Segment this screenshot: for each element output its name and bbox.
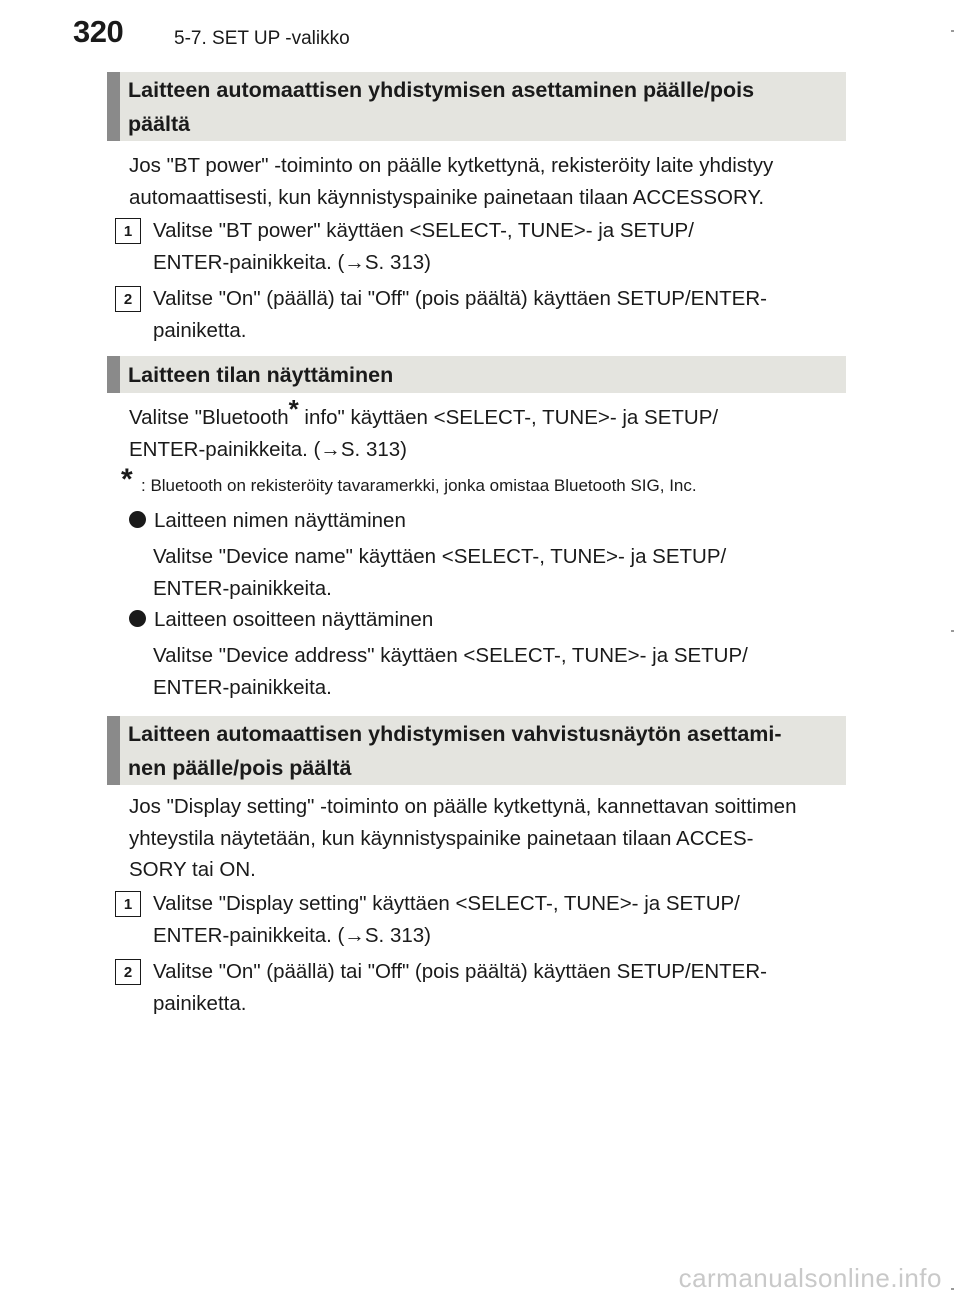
text-line: yhteystila näytetään, kun käynnistyspainike painetaan tilaan ACCES- bbox=[129, 826, 754, 850]
text-line: ENTER-painikkeita. bbox=[153, 576, 332, 600]
page-number: 320 bbox=[73, 14, 124, 49]
bullet-heading bbox=[129, 604, 433, 635]
text-line: ENTER-painikkeita. bbox=[153, 675, 332, 699]
step-text bbox=[153, 215, 839, 278]
crop-mark bbox=[951, 30, 954, 32]
footnote-marker: * bbox=[121, 463, 133, 496]
section-heading-line: päältä bbox=[128, 111, 191, 136]
step-number-badge: 2 bbox=[115, 286, 141, 312]
text-line: Valitse "On" (päällä) tai "Off" (pois päältä) käyttäen SETUP/ENTER- bbox=[153, 287, 767, 310]
crop-mark bbox=[951, 630, 954, 632]
text-line: ENTER-painikkeita. (→S. 313) bbox=[129, 437, 407, 461]
text-line: painiketta. bbox=[153, 318, 247, 342]
text-line: painiketta. bbox=[153, 991, 247, 1015]
text-line: Jos "Display setting" -toiminto on päälle kytkettynä, kannettavan soittimen bbox=[129, 795, 797, 818]
section-heading-auto-connect bbox=[107, 72, 846, 141]
bullet-icon bbox=[129, 511, 146, 528]
bullet-body bbox=[153, 640, 839, 703]
text-line: Valitse "Device address" käyttäen <SELECT-, TUNE>- ja SETUP/ bbox=[153, 644, 748, 667]
step-text bbox=[153, 888, 839, 951]
bullet-heading bbox=[129, 505, 406, 536]
section-intro bbox=[129, 791, 839, 886]
bullet-icon bbox=[129, 610, 146, 627]
text-fragment: Valitse "Bluetooth bbox=[129, 406, 289, 429]
text-line bbox=[129, 394, 839, 434]
section-heading-line: Laitteen automaattisen yhdistymisen vahvistusnäytön asettami- bbox=[128, 721, 782, 746]
step-number-badge: 1 bbox=[115, 218, 141, 244]
text-line: Valitse "Display setting" käyttäen <SELECT-, TUNE>- ja SETUP/ bbox=[153, 892, 740, 915]
step-number-badge: 1 bbox=[115, 891, 141, 917]
section-heading-confirmation-screen bbox=[107, 716, 846, 785]
section-heading-line: Laitteen tilan näyttäminen bbox=[128, 362, 394, 387]
text-line: SORY tai ON. bbox=[129, 858, 256, 881]
text-line: automaattisesti, kun käynnistyspainike painetaan tilaan ACCESSORY. bbox=[129, 185, 765, 209]
section-intro bbox=[129, 150, 839, 213]
section-intro bbox=[129, 394, 839, 465]
crop-mark bbox=[951, 1288, 954, 1290]
text-line: Jos "BT power" -toiminto on päälle kytkettynä, rekisteröity laite yhdistyy bbox=[129, 154, 774, 177]
text-line: Valitse "On" (päällä) tai "Off" (pois päältä) käyttäen SETUP/ENTER- bbox=[153, 960, 767, 983]
footnote-text: : Bluetooth on rekisteröity tavaramerkki, jonka omistaa Bluetooth SIG, Inc. bbox=[141, 476, 697, 495]
chapter-title: 5-7. SET UP -valikko bbox=[174, 28, 350, 49]
section-heading-line: nen päälle/pois päältä bbox=[128, 755, 352, 780]
step-text bbox=[153, 956, 839, 1019]
bullet-label: Laitteen nimen näyttäminen bbox=[154, 509, 406, 532]
text-line: Valitse "Device name" käyttäen <SELECT-, TUNE>- ja SETUP/ bbox=[153, 545, 727, 568]
bullet-body bbox=[153, 541, 839, 604]
footnote-reference: * bbox=[288, 394, 299, 424]
section-heading-line: Laitteen automaattisen yhdistymisen asettaminen päälle/pois bbox=[128, 77, 755, 102]
bullet-label: Laitteen osoitteen näyttäminen bbox=[154, 608, 434, 631]
step-number-badge: 2 bbox=[115, 959, 141, 985]
text-line: ENTER-painikkeita. (→S. 313) bbox=[153, 250, 431, 274]
text-fragment: info" käyttäen <SELECT-, TUNE>- ja SETUP/ bbox=[298, 406, 719, 429]
text-line: ENTER-painikkeita. (→S. 313) bbox=[153, 923, 431, 947]
section-heading-device-status bbox=[107, 356, 846, 393]
step-text bbox=[153, 283, 839, 346]
text-line: Valitse "BT power" käyttäen <SELECT-, TUNE>- ja SETUP/ bbox=[153, 219, 694, 242]
watermark: carmanualsonline.info bbox=[678, 1263, 942, 1293]
